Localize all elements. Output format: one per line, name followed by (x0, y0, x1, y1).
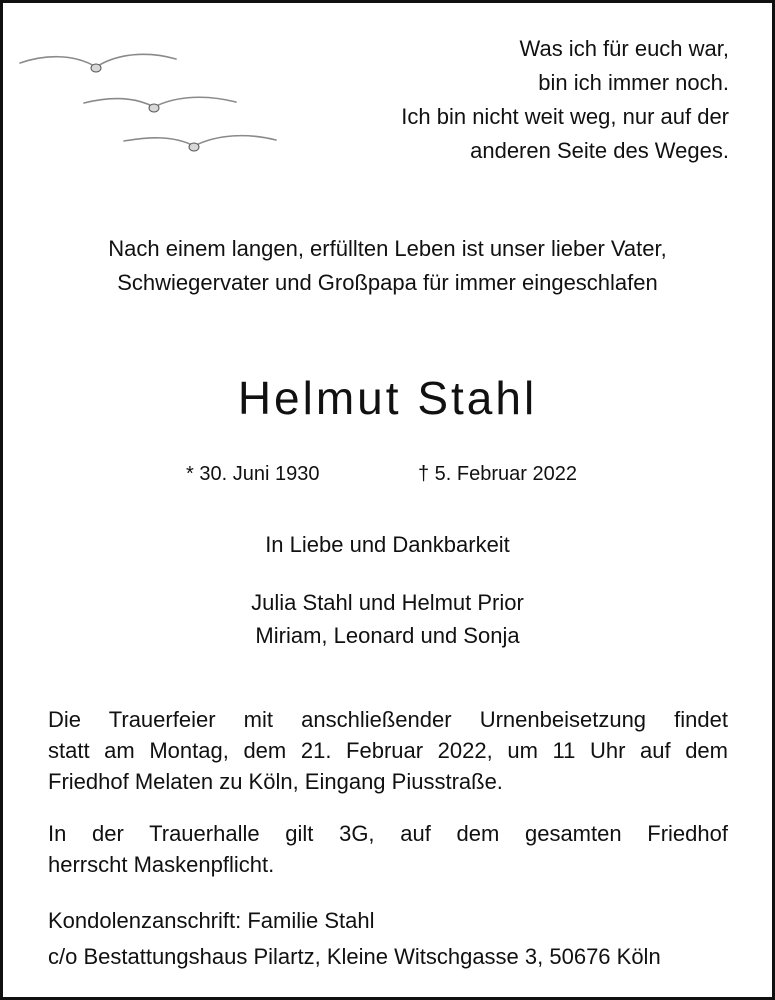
ceremony-line: Die Trauerfeier mit anschließender Urnenbeisetzung findet (48, 707, 728, 732)
poem-line: bin ich immer noch. (538, 70, 729, 95)
poem-line: anderen Seite des Weges. (470, 138, 729, 163)
death-date: † 5. Februar 2022 (418, 463, 577, 485)
birth-date: * 30. Juni 1930 (186, 463, 320, 485)
rules-paragraph (48, 818, 728, 880)
family-line: Miriam, Leonard und Sonja (255, 623, 520, 648)
ceremony-line: Friedhof Melaten zu Köln, Eingang Piusstraße. (48, 769, 503, 794)
contact-line: Kondolenzanschrift: Familie Stahl (48, 908, 375, 933)
seagull-3 (124, 136, 276, 146)
rules-line: In der Trauerhalle gilt 3G, auf dem gesamten Friedhof (48, 821, 728, 846)
contact-line: c/o Bestattungshaus Pilartz, Kleine Witschgasse 3, 50676 Köln (48, 944, 661, 969)
intro-line: Schwiegervater und Großpapa für immer eingeschlafen (117, 270, 658, 295)
intro-text (0, 232, 775, 300)
family-line: Julia Stahl und Helmut Prior (251, 590, 524, 615)
intro-line: Nach einem langen, erfüllten Leben ist unser lieber Vater, (108, 236, 667, 261)
deceased-name: Helmut Stahl (237, 372, 538, 424)
seagull-2 (84, 97, 236, 107)
ceremony-paragraph (48, 704, 728, 797)
thanks-line: In Liebe und Dankbarkeit (265, 532, 510, 557)
poem-line: Was ich für euch war, (519, 36, 729, 61)
seagulls-illustration (18, 45, 288, 165)
rules-line: herrscht Maskenpflicht. (48, 852, 275, 877)
condolence-address (48, 903, 661, 975)
poem-line: Ich bin nicht weit weg, nur auf der (401, 104, 729, 129)
ceremony-line: statt am Montag, dem 21. Februar 2022, um 11 Uhr auf dem (48, 738, 728, 763)
poem (309, 32, 729, 168)
